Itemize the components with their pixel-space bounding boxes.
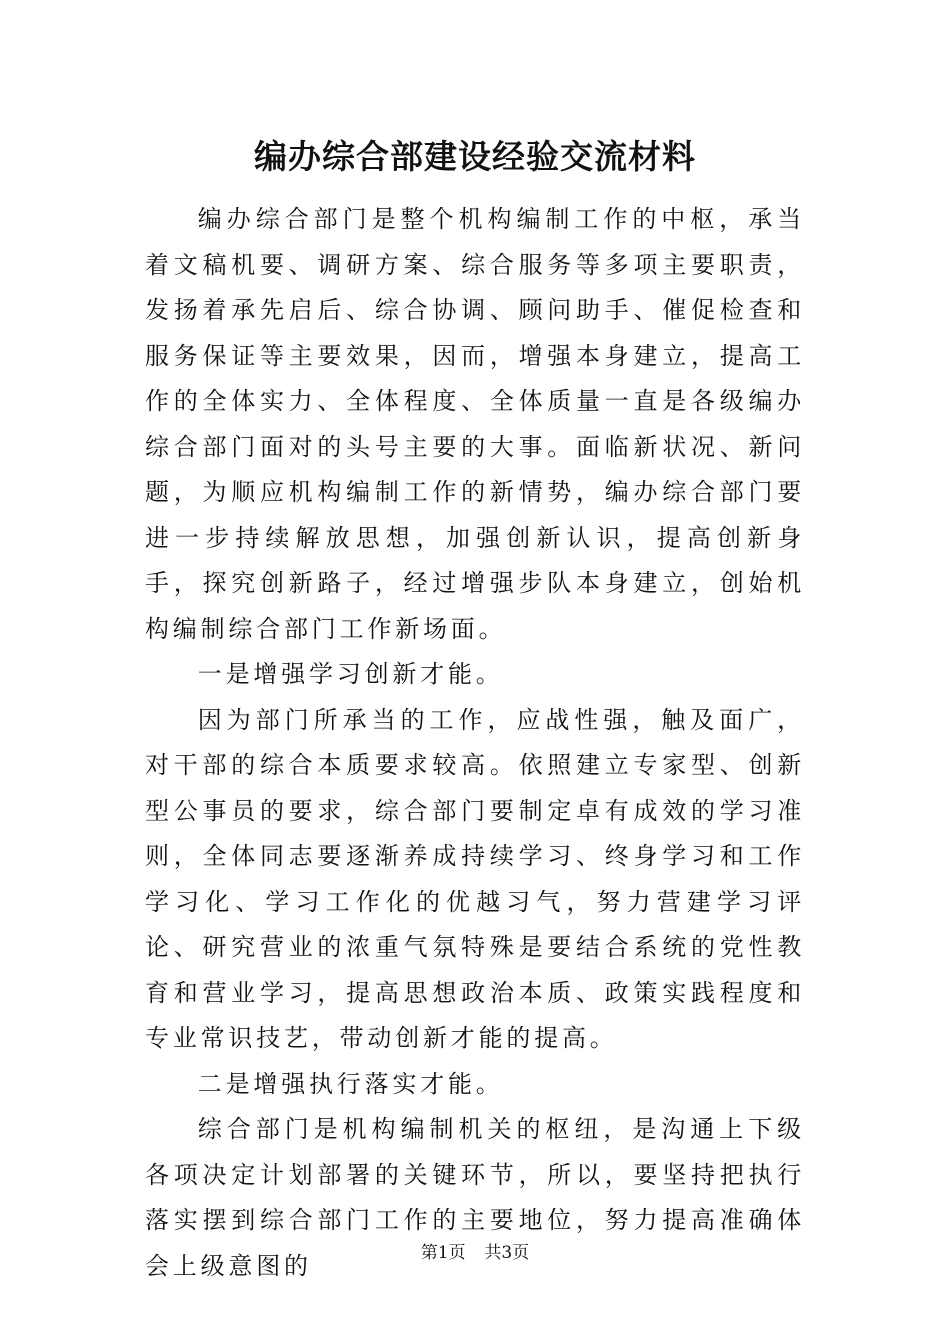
page-footer: [0, 1240, 950, 1266]
page-total: 共3页: [484, 1243, 530, 1263]
paragraph-learning: 因为部门所承当的工作，应战性强，触及面广，对干部的综合本质要求较高。依照建立专家型、创新型公事员的要求，综合部门要制定卓有成效的学习准则，全体同志要逐渐养成持续学习、终身学习和工作学习化、学习工作化的优越习气，努力营建学习评论、研究营业的浓重气氛特殊是要结合系统的党性教育和营业学习，提高思想政治本质、政策实践程度和专业常识技艺，带动创新才能的提高。: [145, 705, 805, 1052]
document-title: 编办综合部建设经验交流材料: [254, 137, 696, 176]
paragraph-execution: 综合部门是机构编制机关的枢纽，是沟通上下级各项决定计划部署的关键环节，所以，要坚持把执行落实摆到综合部门工作的主要地位，努力提高准确体会上级意图的: [145, 1115, 805, 1280]
paragraph-heading-2: 二是增强执行落实才能。: [197, 1069, 504, 1098]
paragraph-heading-1: 一是增强学习创新才能。: [197, 660, 504, 688]
page-number: 第1页: [420, 1243, 466, 1263]
document-body: [145, 197, 805, 1289]
paragraph-intro: 编办综合部门是整个机构编制工作的中枢，承当着文稿机要、调研方案、综合服务等多项主要职责，发扬着承先启后、综合协调、顾问助手、催促检查和服务保证等主要效果，因而，增强本身建立，提高工作的全体实力、全体程度、全体质量一直是各级编办综合部门面对的头号主要的大事。面临新状况、新问题，为顺应机构编制工作的新情势，编办综合部门要进一步持续解放思想，加强创新认识，提高创新身手，探究创新路子，经过增强步队本身建立，创始机构编制综合部门工作新场面。: [145, 205, 805, 643]
